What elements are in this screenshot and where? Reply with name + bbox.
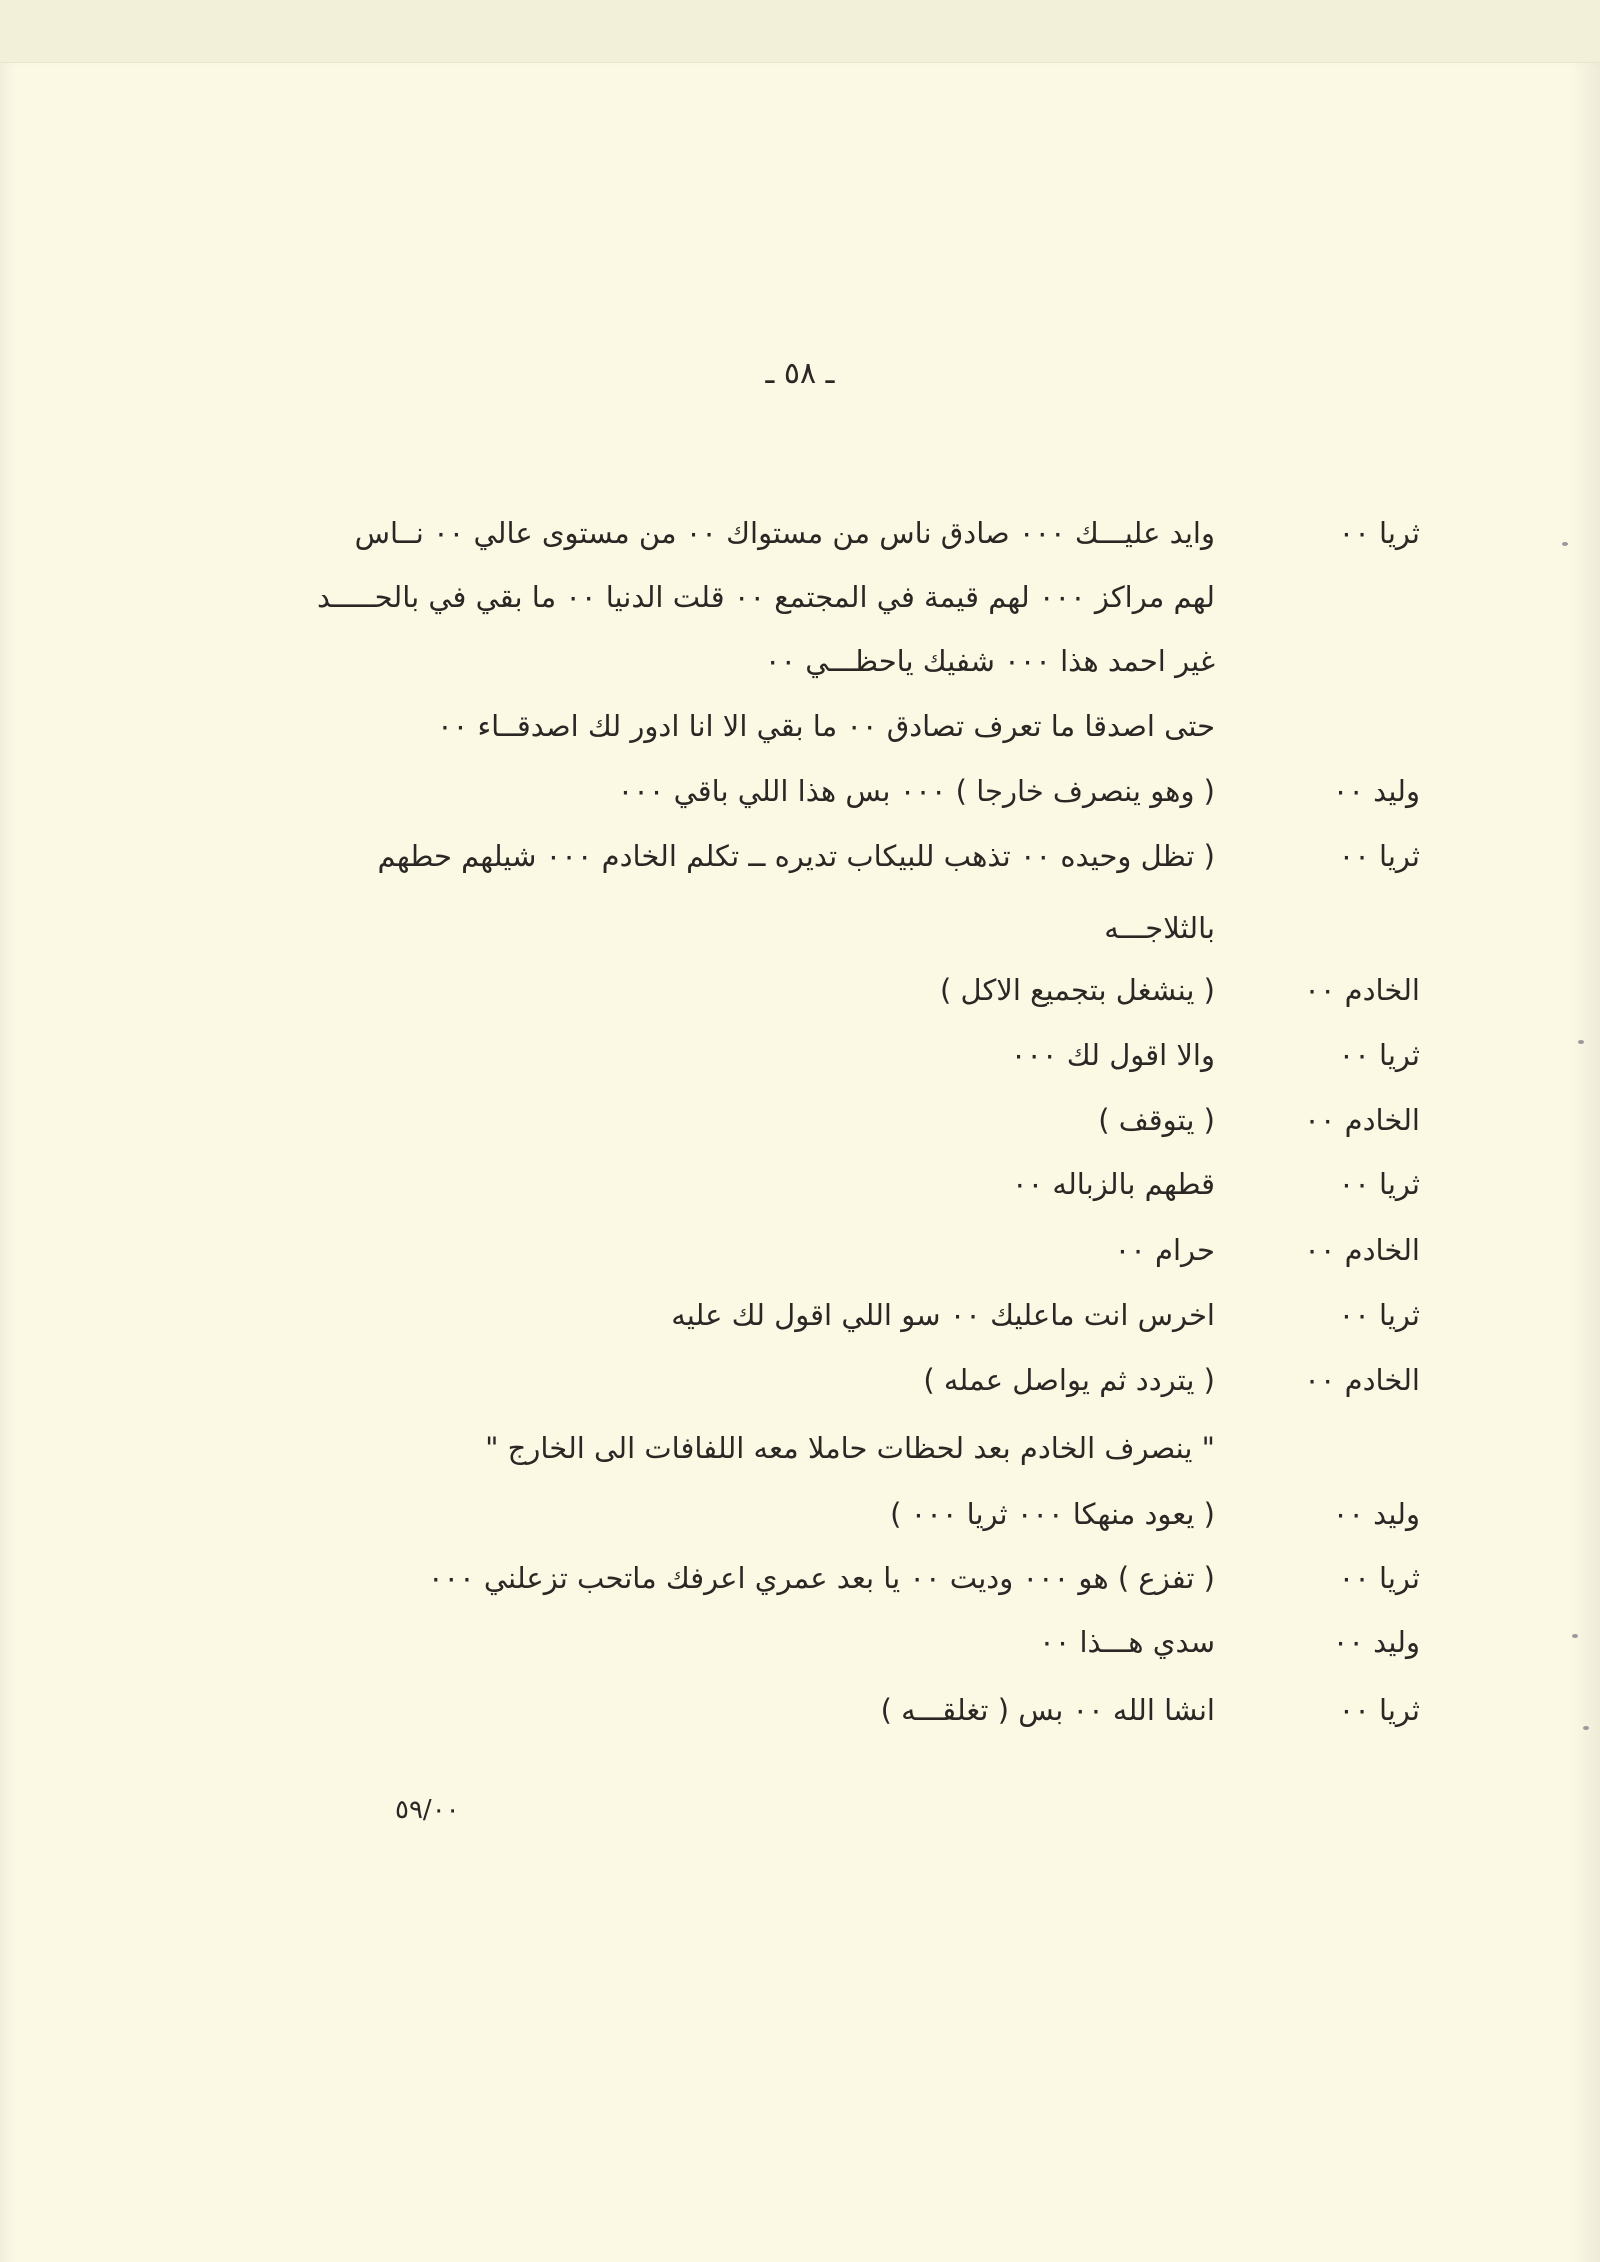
speaker-name: ثريا ٠٠ <box>1338 1167 1420 1201</box>
speaker-name: وليد ٠٠ <box>1332 774 1420 808</box>
dialogue-row <box>0 631 1600 691</box>
dialogue-line: ( يتردد ثم يواصل عمله ) <box>923 1363 1215 1397</box>
speaker-name: ثريا ٠٠ <box>1338 1298 1420 1332</box>
dialogue-row <box>0 1090 1600 1150</box>
dialogue-row <box>0 567 1600 627</box>
dialogue-row <box>0 1484 1600 1544</box>
dialogue-row <box>0 1220 1600 1280</box>
dialogue-line: ( تفزع ) هو ٠٠٠ وديت ٠٠ يا بعد عمري اعرفك ماتحب تزعلني ٠٠٠ <box>427 1561 1215 1595</box>
speaker-name: ثريا ٠٠ <box>1338 1693 1420 1727</box>
scan-speck <box>1583 1726 1589 1730</box>
dialogue-row <box>0 1025 1600 1085</box>
dialogue-line: ( تظل وحيده ٠٠ تذهب للبيكاب تديره ــ تكلم الخادم ٠٠٠ شيلهم حطهم <box>377 839 1215 873</box>
speaker-name: وليد ٠٠ <box>1332 1497 1420 1531</box>
stage-direction: " ينصرف الخادم بعد لحظات حاملا معه اللفافات الى الخارج " <box>485 1431 1215 1465</box>
scan-speck <box>1572 1634 1578 1638</box>
dialogue-line: ( يعود منهكا ٠٠٠ ثريا ٠٠٠ ) <box>890 1497 1215 1531</box>
dialogue-row <box>0 826 1600 886</box>
dialogue-line: سدي هـــذا ٠٠ <box>1039 1625 1215 1659</box>
dialogue-line: قطهم بالزباله ٠٠ <box>1012 1167 1215 1201</box>
dialogue-line: وايد عليـــك ٠٠٠ صادق ناس من مستواك ٠٠ من مستوى عالي ٠٠ نــاس <box>354 516 1215 550</box>
dialogue-line: بالثلاجـــه <box>1104 911 1215 945</box>
scan-speck <box>1578 1040 1584 1044</box>
dialogue-row <box>0 1612 1600 1672</box>
dialogue-line: لهم مراكز ٠٠٠ لهم قيمة في المجتمع ٠٠ قلت الدنيا ٠٠ ما بقي في بالحـــــد <box>316 580 1215 614</box>
dialogue-line: انشا الله ٠٠ بس ( تغلقـــه ) <box>880 1693 1215 1727</box>
dialogue-row <box>0 696 1600 756</box>
dialogue-row <box>0 1154 1600 1214</box>
dialogue-row <box>0 503 1600 563</box>
speaker-name: وليد ٠٠ <box>1332 1625 1420 1659</box>
dialogue-row <box>0 960 1600 1020</box>
footer-page-code: ٥٩/٠٠ <box>395 1795 460 1825</box>
dialogue-line: حرام ٠٠ <box>1114 1233 1215 1267</box>
dialogue-line: غير احمد هذا ٠٠٠ شفيك ياحظـــي ٠٠ <box>764 644 1215 678</box>
dialogue-line: ( وهو ينصرف خارجا ) ٠٠٠ بس هذا اللي باقي ٠٠٠ <box>617 774 1215 808</box>
dialogue-line: ( ينشغل بتجميع الاكل ) <box>939 973 1215 1007</box>
dialogue-line: اخرس انت ماعليك ٠٠ سو اللي اقول لك عليه <box>671 1298 1215 1332</box>
dialogue-line: والا اقول لك ٠٠٠ <box>1010 1038 1215 1072</box>
dialogue-row <box>0 1285 1600 1345</box>
dialogue-row <box>0 1548 1600 1608</box>
dialogue-row <box>0 1350 1600 1410</box>
dialogue-row <box>0 1680 1600 1740</box>
speaker-name: ثريا ٠٠ <box>1338 1038 1420 1072</box>
dialogue-row <box>0 898 1600 958</box>
dialogue-row <box>0 761 1600 821</box>
speaker-name: الخادم ٠٠ <box>1304 1233 1420 1267</box>
speaker-name: الخادم ٠٠ <box>1304 1363 1420 1397</box>
speaker-name: الخادم ٠٠ <box>1304 1103 1420 1137</box>
scan-speck <box>1562 542 1568 546</box>
speaker-name: ثريا ٠٠ <box>1338 839 1420 873</box>
dialogue-line: ( يتوقف ) <box>1098 1103 1215 1137</box>
speaker-name: ثريا ٠٠ <box>1338 516 1420 550</box>
speaker-name: ثريا ٠٠ <box>1338 1561 1420 1595</box>
dialogue-row <box>0 1418 1600 1478</box>
dialogue-line: حتى اصدقا ما تعرف تصادق ٠٠ ما بقي الا انا ادور لك اصدقــاء ٠٠ <box>437 709 1215 743</box>
speaker-name: الخادم ٠٠ <box>1304 973 1420 1007</box>
page-number: ـ ٥٨ ـ <box>765 356 835 391</box>
